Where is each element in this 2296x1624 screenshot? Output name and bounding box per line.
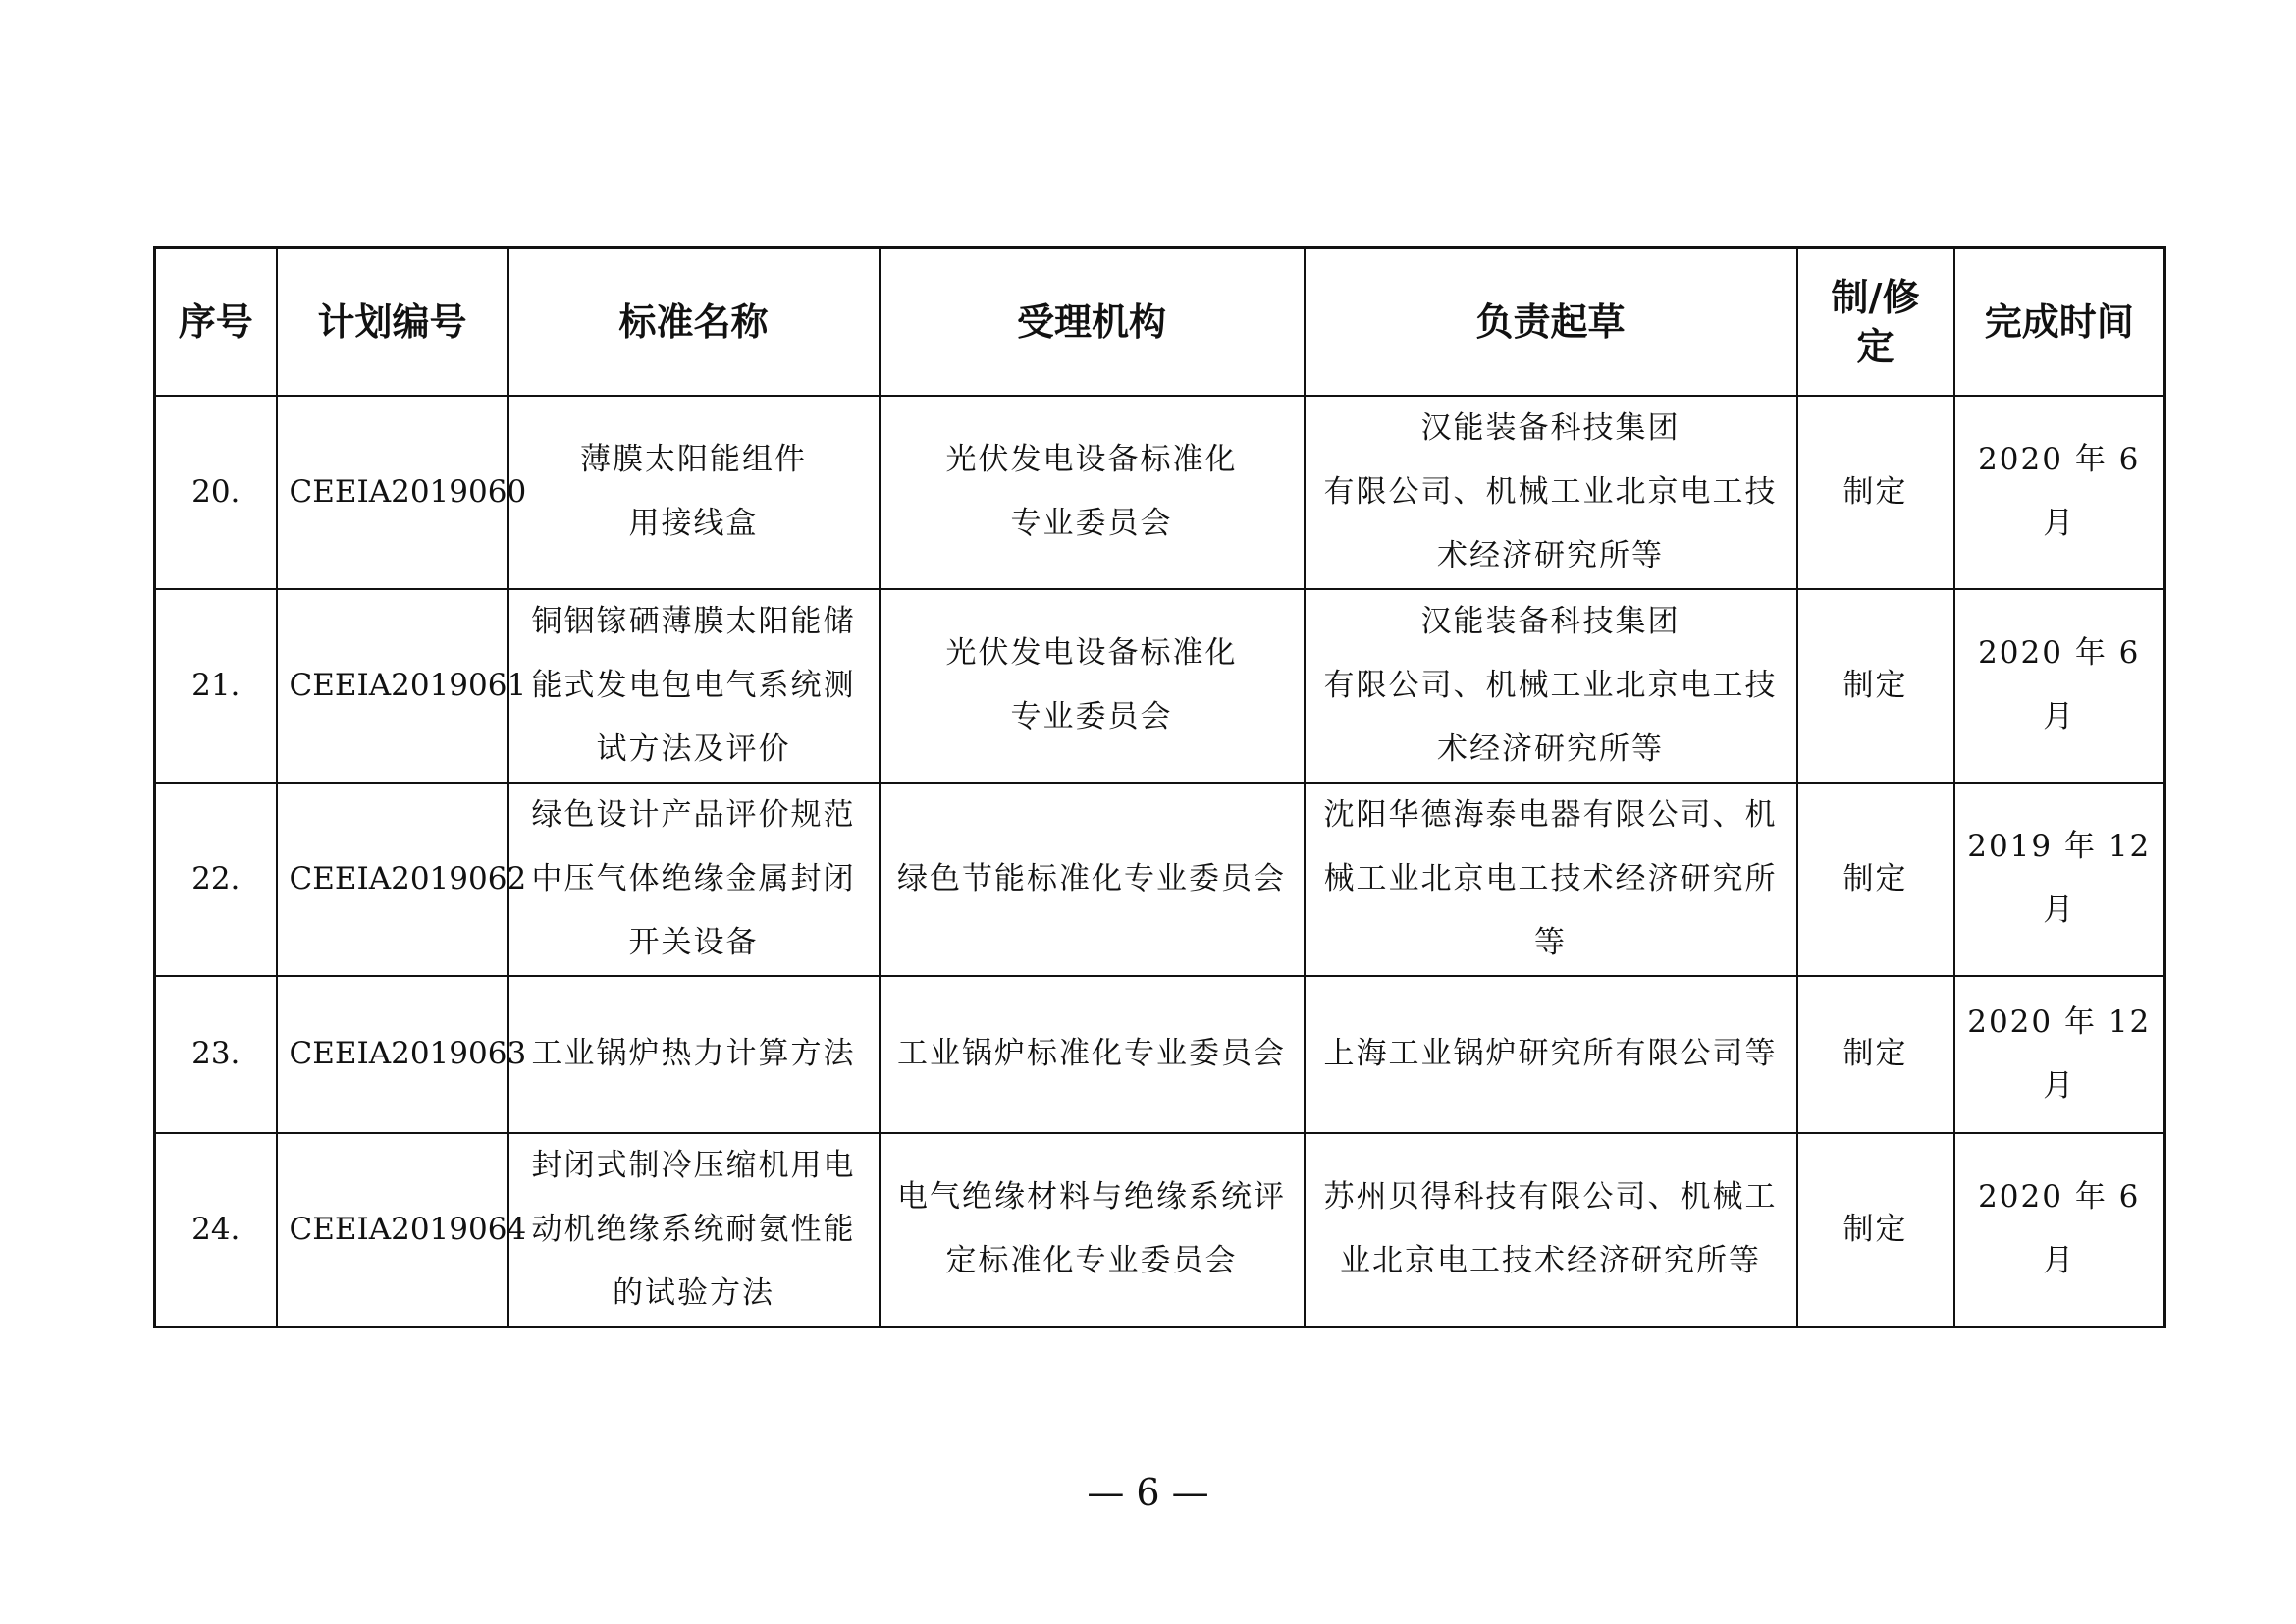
row-completion: 2020 年 6 月 xyxy=(1954,396,2165,589)
row-plan-code: CEEIA2019064 xyxy=(277,1133,508,1327)
row-index: 21. xyxy=(155,589,277,783)
row-drafter: 汉能装备科技集团 有限公司、机械工业北京电工技 术经济研究所等 xyxy=(1305,396,1797,589)
table-row xyxy=(155,589,2165,783)
row-agency: 光伏发电设备标准化 专业委员会 xyxy=(880,589,1305,783)
table-row xyxy=(155,396,2165,589)
row-drafter: 上海工业锅炉研究所有限公司等 xyxy=(1305,976,1797,1133)
row-drafter: 汉能装备科技集团 有限公司、机械工业北京电工技 术经济研究所等 xyxy=(1305,589,1797,783)
header-drafter: 负责起草 xyxy=(1305,248,1797,396)
header-completion: 完成时间 xyxy=(1954,248,2165,396)
row-agency: 绿色节能标准化专业委员会 xyxy=(880,783,1305,976)
row-plan-code: CEEIA2019061 xyxy=(277,589,508,783)
header-index: 序号 xyxy=(155,248,277,396)
row-completion: 2020 年 6 月 xyxy=(1954,1133,2165,1327)
row-index: 22. xyxy=(155,783,277,976)
row-type: 制定 xyxy=(1797,783,1954,976)
row-plan-code: CEEIA2019062 xyxy=(277,783,508,976)
row-standard-name: 铜铟镓硒薄膜太阳能储 能式发电包电气系统测 试方法及评价 xyxy=(508,589,880,783)
row-completion: 2019 年 12 月 xyxy=(1954,783,2165,976)
header-plan-code: 计划编号 xyxy=(277,248,508,396)
row-type: 制定 xyxy=(1797,396,1954,589)
header-type: 制/修 定 xyxy=(1797,248,1954,396)
row-agency: 电气绝缘材料与绝缘系统评 定标准化专业委员会 xyxy=(880,1133,1305,1327)
row-standard-name: 封闭式制冷压缩机用电 动机绝缘系统耐氨性能 的试验方法 xyxy=(508,1133,880,1327)
row-agency: 工业锅炉标准化专业委员会 xyxy=(880,976,1305,1133)
row-index: 20. xyxy=(155,396,277,589)
row-plan-code: CEEIA2019060 xyxy=(277,396,508,589)
standards-plan-table xyxy=(153,246,2166,1328)
row-type: 制定 xyxy=(1797,589,1954,783)
row-standard-name: 绿色设计产品评价规范 中压气体绝缘金属封闭 开关设备 xyxy=(508,783,880,976)
row-completion: 2020 年 12 月 xyxy=(1954,976,2165,1133)
header-agency: 受理机构 xyxy=(880,248,1305,396)
table-row xyxy=(155,783,2165,976)
row-standard-name: 工业锅炉热力计算方法 xyxy=(508,976,880,1133)
header-standard-name: 标准名称 xyxy=(508,248,880,396)
row-completion: 2020 年 6 月 xyxy=(1954,589,2165,783)
row-index: 23. xyxy=(155,976,277,1133)
row-drafter: 苏州贝得科技有限公司、机械工 业北京电工技术经济研究所等 xyxy=(1305,1133,1797,1327)
row-drafter: 沈阳华德海泰电器有限公司、机 械工业北京电工技术经济研究所 等 xyxy=(1305,783,1797,976)
row-plan-code: CEEIA2019063 xyxy=(277,976,508,1133)
table-row xyxy=(155,1133,2165,1327)
table-row xyxy=(155,976,2165,1133)
page-number: — 6 — xyxy=(1087,1471,1209,1514)
row-index: 24. xyxy=(155,1133,277,1327)
row-standard-name: 薄膜太阳能组件 用接线盒 xyxy=(508,396,880,589)
row-agency: 光伏发电设备标准化 专业委员会 xyxy=(880,396,1305,589)
table-header-row xyxy=(155,248,2165,396)
row-type: 制定 xyxy=(1797,1133,1954,1327)
row-type: 制定 xyxy=(1797,976,1954,1133)
